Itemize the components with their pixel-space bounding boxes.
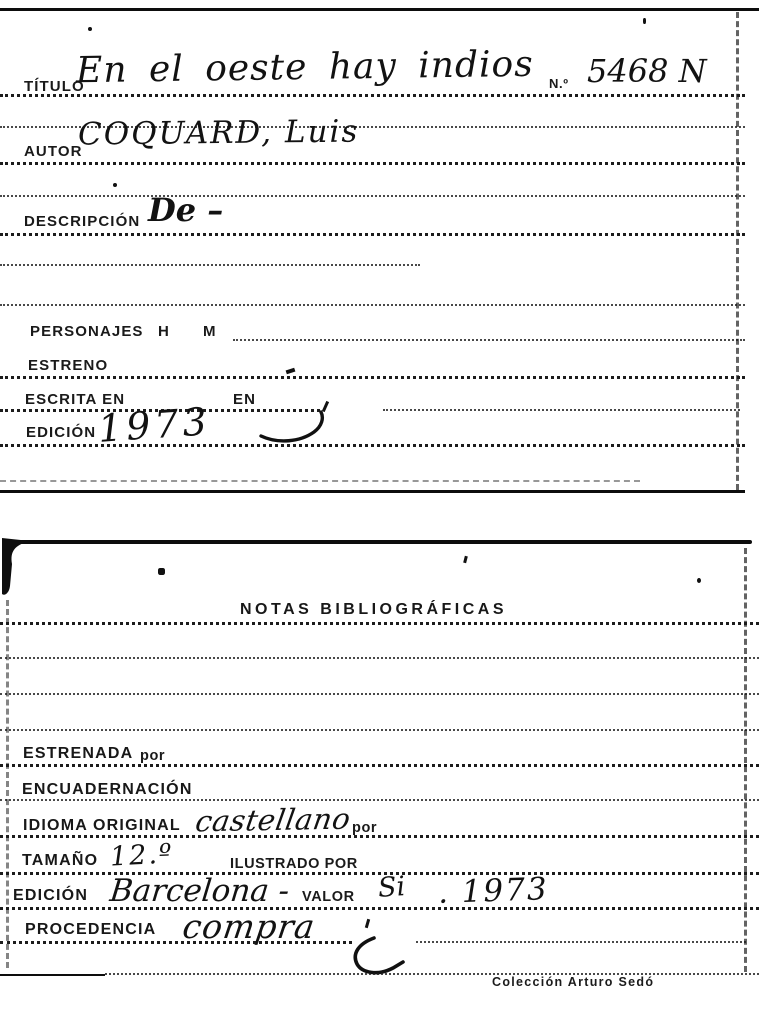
personajes-label: PERSONAJES [30,323,144,340]
edicion-lugar-handwritten-value: Barcelona - [108,873,292,909]
dotted-rule [105,973,759,975]
edicion-notas-label: EDICIÓN [13,887,89,904]
tamano-handwritten-value: 12.º [109,838,175,873]
autor-handwritten-value: COQUARD, Luis [77,113,360,153]
dotted-rule [0,729,759,731]
titulo-handwritten-value: En el oeste hay indios [75,43,534,92]
notas-bibliograficas-header: NOTAS BIBLIOGRÁFICAS [240,601,508,618]
estreno-label: ESTRENO [28,357,109,374]
front-card-bottom-edge [0,490,745,493]
ink-speck [113,183,117,187]
anio-handwritten-value: . 1973 [437,871,550,911]
numero-handwritten-value: 5468 N [587,52,707,90]
numero-label: N.º [549,76,569,91]
edicion-handwritten-value: 1973 [96,399,213,451]
ink-speck [697,578,701,583]
titulo-label: TÍTULO [24,78,85,95]
dotted-rule [0,304,745,306]
dotted-rule [0,480,640,482]
corner-ink-blob [0,538,36,600]
dotted-rule [0,376,745,379]
dotted-rule [0,162,745,165]
autor-label: AUTOR [24,143,83,160]
dotted-rule [0,233,745,236]
idioma-original-label: IDIOMA ORIGINAL [23,817,181,834]
valor-label: VALOR [302,889,355,905]
descripcion-handwritten-value: De – [148,191,224,229]
encuadernacion-label: ENCUADERNACIÓN [22,781,193,798]
procedencia-handwritten-value: compra [180,907,318,946]
edicion-label: EDICIÓN [26,424,97,441]
notes-card-left-edge [6,600,9,968]
dotted-rule [0,622,759,625]
dotted-rule [0,693,759,695]
ilustrado-por-label: ILUSTRADO POR [230,856,358,872]
estrenada-label: ESTRENADA [23,745,134,762]
dotted-rule [0,941,352,944]
ink-speck [643,18,646,24]
front-card-right-edge [736,12,739,490]
idioma-handwritten-value: castellano [193,801,354,839]
dotted-rule [383,409,740,411]
procedencia-label: PROCEDENCIA [25,921,157,938]
dotted-rule [0,444,745,447]
personajes-m-label: M [203,323,217,340]
dotted-rule [233,339,745,341]
dotted-rule [416,941,746,943]
pen-tick-mark [365,919,370,928]
front-card-top-edge [0,8,759,11]
personajes-h-label: H [158,323,170,340]
dotted-rule [0,835,759,838]
paren-flourish-mark [348,936,414,978]
idioma-por-label: por [352,820,378,836]
dotted-rule [0,657,759,659]
dotted-rule [0,94,745,97]
notes-card-top-edge [2,540,752,544]
tamano-label: TAMAÑO [22,852,99,869]
ink-speck [88,27,92,31]
dotted-rule [0,195,745,197]
dotted-rule [0,764,759,767]
dotted-rule [0,799,759,801]
dotted-rule [0,907,759,910]
ink-speck [158,568,165,575]
pen-tick-mark [286,368,296,375]
collection-stamp: Colección Arturo Sedó [492,975,655,989]
dotted-rule [0,264,420,266]
en-label: EN [233,391,257,408]
estrenada-por-label: por [140,748,166,764]
descripcion-label: DESCRIPCIÓN [24,213,141,230]
check-swoosh-mark [258,410,328,446]
escrita-en-label: ESCRITA EN [25,391,126,408]
valor-handwritten-value: Si [376,871,407,904]
notes-card-bottom-edge [0,974,105,976]
ink-speck [463,556,468,564]
